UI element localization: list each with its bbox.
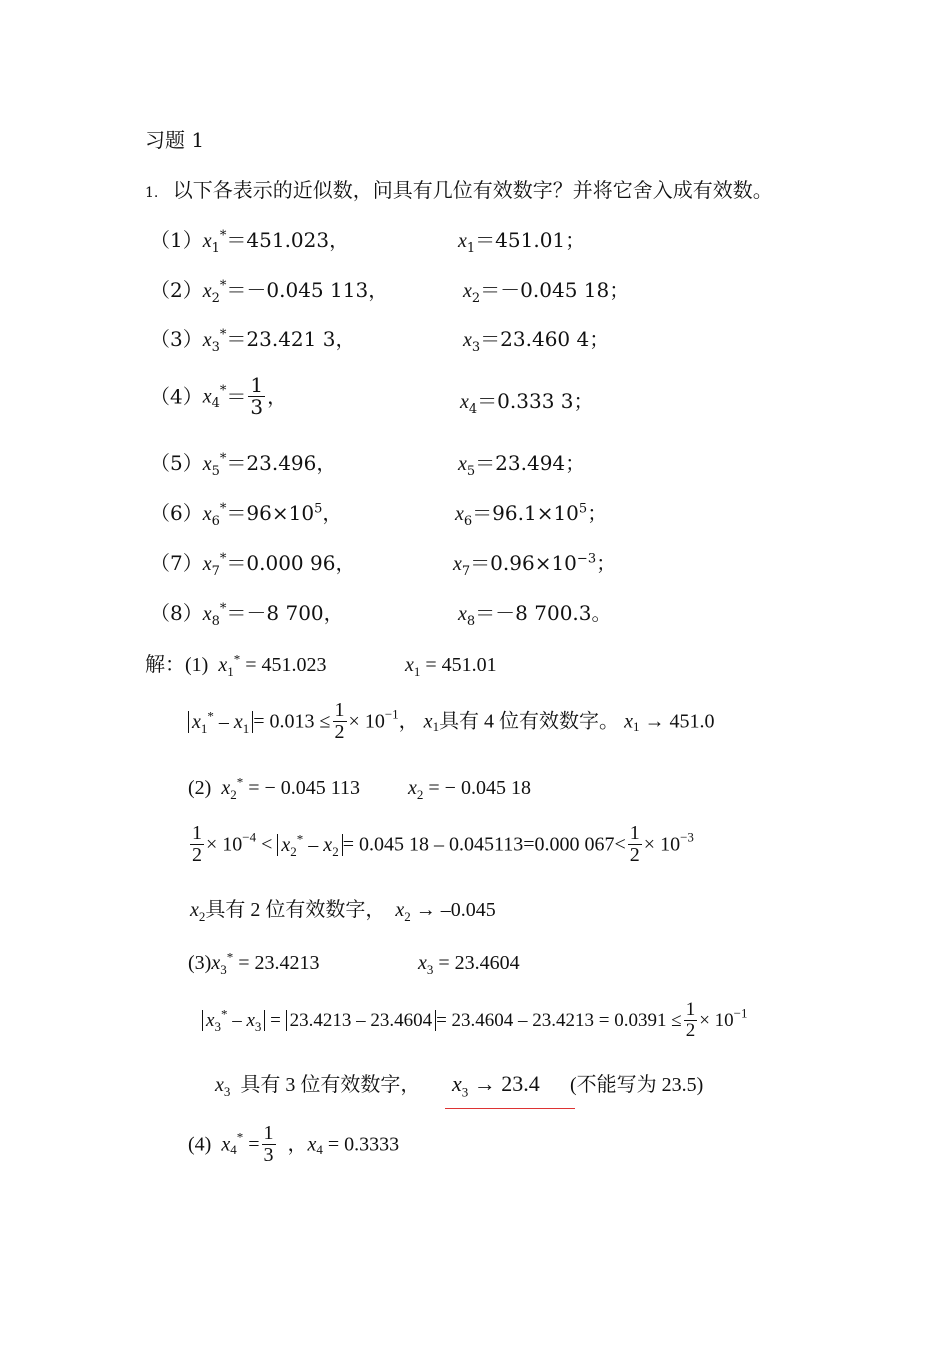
var-x: x (452, 1071, 462, 1096)
var-x: x (624, 710, 633, 733)
star: * (219, 501, 227, 517)
var-x: x (458, 453, 467, 475)
item-approx-value: ＝451.01； (475, 228, 586, 252)
item-approx-tail: ； (596, 551, 617, 575)
exponent: −3 (680, 829, 694, 845)
solution-3-note: (不能写为 23.5) (570, 1074, 704, 1096)
rounded-result: → 23.4 (473, 1071, 540, 1096)
var-x: x (463, 280, 472, 302)
item-1-approx: $x_1=451.01$； (458, 228, 586, 256)
item-label: （8） (150, 601, 203, 625)
star: * (219, 451, 227, 467)
solution-label: (4) (188, 1133, 212, 1156)
star: * (236, 774, 244, 790)
star: * (219, 327, 227, 343)
item-label: （2） (150, 278, 203, 302)
item-label: （1） (150, 228, 203, 252)
star: * (219, 383, 227, 399)
var-x: x (202, 230, 212, 252)
item-approx-value: ＝23.494； (475, 451, 586, 475)
var-x: x (418, 952, 427, 974)
less-than: < (261, 833, 273, 856)
item-exact-value: ＝－0.045 113， (226, 278, 389, 302)
solution-2-header: (2) $x_2^*$ = − 0.045 113 (188, 774, 361, 802)
var-x: x (423, 710, 433, 733)
question-number: 1. (145, 185, 159, 201)
var-x: x (458, 603, 467, 625)
star: * (219, 228, 227, 244)
solution-3-approx: $x_3 = 23.4604$ (418, 952, 520, 977)
var-x: x (215, 1074, 224, 1096)
solution-label: (1) (185, 654, 209, 676)
star: * (226, 949, 234, 965)
item-8-exact: $(8)x_8^*=-8$ 700， (150, 601, 344, 629)
solution-label: (3) (188, 952, 212, 974)
item-4-approx: $x_4=0.333$ 3； (460, 389, 594, 417)
item-exact-value: ＝23.421 3， (226, 327, 356, 351)
item-4-exact: $(4)x_4^*=$ $\frac{1}{3}$ ， (150, 373, 288, 419)
item-exact-tail: ， (322, 501, 343, 525)
solution-2-approx: $x_2$ = − 0.045 18 (408, 777, 531, 802)
times-ten: × 10 (348, 710, 385, 733)
item-3-approx: $x_3=23.460$ 4； (463, 327, 610, 355)
equals: = (248, 1133, 260, 1156)
var-x: x (460, 391, 469, 413)
item-approx-value: ＝0.96×10 (470, 551, 577, 575)
item-2-exact: $(2)x_2^*=-0.045$ 113， (150, 278, 389, 306)
solution-3-header: $(3)x_3^* = 23.4213$ (188, 949, 320, 977)
item-5-exact: $(5)x_5^*=23.496$， (150, 451, 337, 479)
item-approx-value: ＝96.1×10 (472, 501, 579, 525)
solution-3-conclusion: $x_3$ 具有 3 位有效数字， (215, 1074, 421, 1099)
item-approx-value: ＝0.333 3； (477, 389, 594, 413)
question-text: 以下各表示的近似数，问具有几位有效数字？并将它舍入成有效数。 (172, 178, 773, 202)
item-2-approx: $x_2=-0.045$ 18； (463, 278, 630, 306)
var-x: x (202, 329, 212, 351)
item-exact-value: ＝23.496， (226, 451, 337, 475)
star: * (219, 278, 227, 294)
solution-1-inequality: $x_1^* - x_1 = 0.013$ ≤ $\frac{1}{2}$ × $10^{-1}$， $x_1$具有 4 位有效数字。 $x_1 \to 451.0$ (188, 700, 714, 743)
item-exact-value: ＝0.000 96， (226, 551, 356, 575)
item-approx-value: ＝－8 700.3。 (475, 601, 612, 625)
calc-text: = 0.045 18 – 0.045113=0.000 067< (342, 833, 626, 856)
item-label: （7） (150, 551, 203, 575)
var-x: x (211, 952, 221, 974)
times-ten: × 10 (206, 833, 243, 856)
exponent: 5 (578, 501, 588, 517)
abs-value: $x_2^* - x_2$ (277, 834, 342, 856)
var-x: x (202, 553, 212, 575)
item-exact-suffix: ， (267, 384, 288, 409)
solution-4: (4) $x_4^*$ = $\frac{1}{3}$ ，$x_4 = 0.3333$ (188, 1122, 400, 1166)
abs-value: $x_1^* - x_1$ (188, 711, 253, 733)
item-3-exact: $(3)x_3^*=23.421$ 3， (150, 327, 356, 355)
abs-value: $x_3^* - x_3$ (202, 1010, 265, 1031)
exponent: −4 (242, 829, 257, 845)
var-x: x (218, 654, 228, 676)
item-label: （6） (150, 501, 203, 525)
fraction: $\frac{1}{3}$ (263, 1122, 274, 1166)
solution-approx: = − 0.045 18 (428, 777, 531, 799)
exercise-heading: 习题 1 (145, 128, 205, 152)
exponent: −1 (733, 1005, 748, 1021)
item-8-approx: $x_8=-8$ 700.3。 (458, 601, 612, 629)
item-6-approx: $x_6=96.1\times 10^5$； (455, 501, 608, 529)
solution-3-inequality: $x_3^* - x_3 = 23.4213 - 23.4604 = 23.4604 - 23.4213 = 0.0391$ ≤ $\frac{1}{2}$ × $10^{-1}$ (202, 1000, 748, 1041)
solution-approx: = 0.3333 (327, 1133, 400, 1156)
var-x: x (202, 503, 212, 525)
abs-value-numeric: 23.4213 – 23.4604 (286, 1010, 437, 1031)
var-x: x (307, 1133, 317, 1156)
item-approx-value: ＝－0.045 18； (480, 278, 630, 302)
item-approx-value: ＝23.460 4； (480, 327, 610, 351)
conclusion-text: 具有 2 位有效数字， (205, 899, 386, 921)
half-fraction: $\frac{1}{2}$ (334, 699, 345, 743)
item-label: （3） (150, 327, 203, 351)
question-line (145, 180, 773, 200)
star: * (236, 1129, 244, 1145)
var-x: x (221, 1133, 231, 1156)
comma: ， (398, 710, 419, 733)
solution-exact: = − 0.045 113 (248, 777, 361, 799)
solution-1-header: 解：(1) $x_1^* = 451.023$ (145, 651, 327, 679)
times-ten: × 10 (699, 1009, 734, 1031)
solution-1-approx: $x_1 = 451.01$ (405, 654, 497, 679)
rounded-result: → –0.045 (415, 899, 496, 921)
var-x: x (395, 899, 405, 921)
solution-2-conclusion: $x_2$具有 2 位有效数字， $x_2 \to -0.045$ (190, 899, 496, 924)
exponent: −1 (384, 706, 399, 722)
red-underline (445, 1108, 575, 1109)
var-x: x (453, 553, 462, 575)
var-x: x (202, 385, 212, 408)
item-1-exact: $(1)x_1^*=451.023$， (150, 228, 350, 256)
var-x: x (458, 230, 467, 252)
var-x: x (202, 453, 212, 475)
ineq-text: = 0.013 ≤ (253, 710, 331, 733)
star: * (219, 551, 227, 567)
solution-approx: = 23.4604 (438, 952, 520, 974)
var-x: x (221, 777, 231, 799)
half-fraction: $\frac{1}{2}$ (192, 822, 202, 866)
item-exact-value: ＝－8 700， (226, 601, 344, 625)
conclusion-text: 具有 3 位有效数字， (240, 1074, 421, 1096)
item-7-exact: $(7)x_7^*=0.000$ 96， (150, 551, 356, 579)
solution-prefix: 解： (145, 654, 185, 676)
item-label: （4） (150, 384, 203, 409)
var-x: x (202, 280, 212, 302)
solution-approx: = 451.01 (425, 654, 497, 676)
item-exact-value: ＝96×10 (226, 501, 315, 525)
star: * (233, 651, 241, 667)
item-label: （5） (150, 451, 203, 475)
item-exact-prefix: ＝ (226, 384, 247, 409)
var-x: x (190, 899, 199, 921)
item-exact-value: ＝451.023， (226, 228, 350, 252)
comma: ， (287, 1133, 308, 1156)
var-x: x (455, 503, 464, 525)
var-x: x (463, 329, 472, 351)
times-ten: × 10 (643, 833, 681, 856)
item-approx-tail: ； (587, 501, 608, 525)
solution-exact: = 451.023 (245, 654, 327, 676)
var-x: x (408, 777, 417, 799)
solution-2-inequality (188, 823, 694, 866)
star: * (219, 601, 227, 617)
conclusion-text: 具有 4 位有效数字。 (439, 710, 620, 733)
item-7-approx: $x_7=0.96\times 10^{-3}$； (453, 551, 617, 579)
half-fraction: $\frac{1}{2}$ (629, 822, 640, 866)
solution-3-result: $x_3 \to 23.4$ (452, 1071, 540, 1100)
exponent: −3 (576, 551, 597, 567)
exponent: 5 (314, 501, 323, 517)
fraction: $\frac{1}{3}$ (250, 373, 264, 419)
item-6-exact: $(6)x_6^*=96\times 10^5$， (150, 501, 343, 529)
solution-label: (2) (188, 777, 212, 799)
half-fraction: $\frac{1}{2}$ (685, 999, 696, 1041)
var-x: x (202, 603, 212, 625)
rounded-result: → 451.0 (644, 710, 715, 733)
item-5-approx: $x_5=23.494$； (458, 451, 586, 479)
calc-text: = 23.4604 – 23.4213 = 0.0391 ≤ (436, 1009, 682, 1031)
var-x: x (405, 654, 414, 676)
solution-exact: = 23.4213 (238, 952, 320, 974)
